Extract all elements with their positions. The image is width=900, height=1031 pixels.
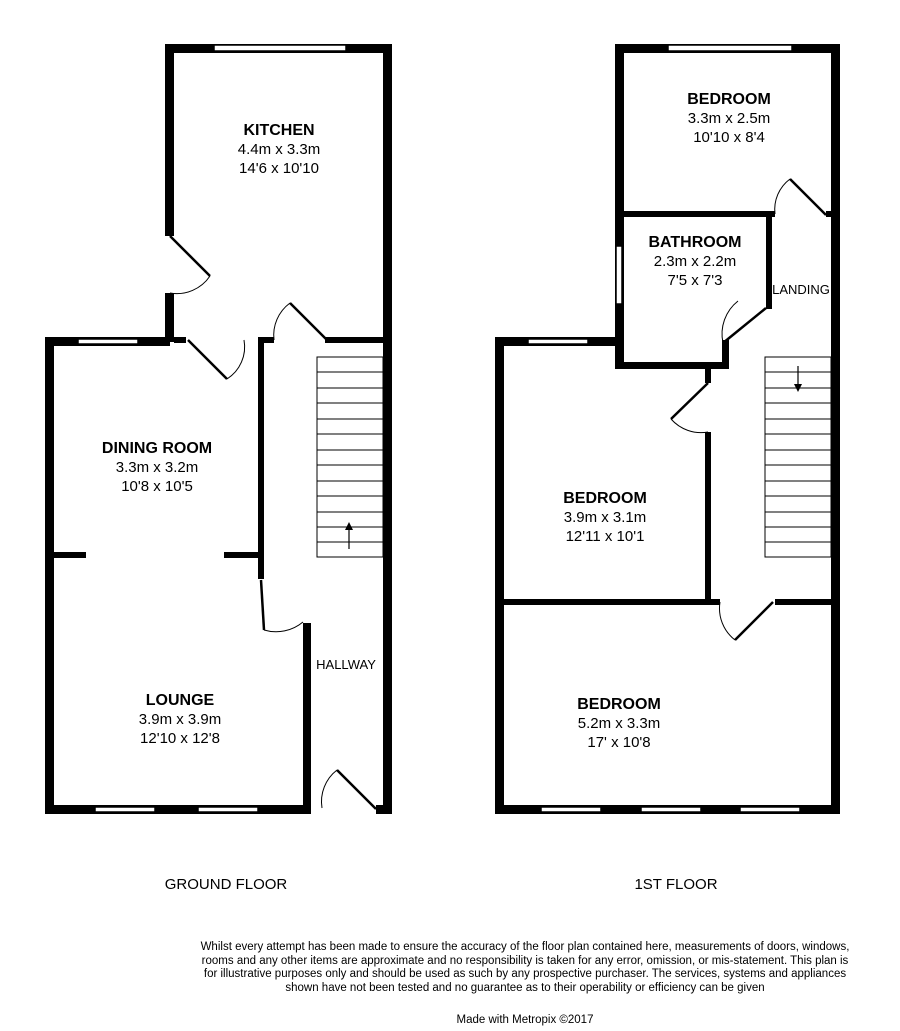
door-swing bbox=[671, 419, 708, 433]
hallway-label: HALLWAY bbox=[316, 657, 376, 672]
lounge-metric: 3.9m x 3.9m bbox=[138, 711, 222, 728]
door-swing bbox=[719, 602, 735, 640]
wall bbox=[376, 805, 392, 814]
bedroom-bottom-name: BEDROOM bbox=[577, 696, 661, 713]
wall bbox=[45, 805, 310, 814]
door bbox=[337, 770, 376, 809]
lounge-imperial: 12'10 x 12'8 bbox=[140, 730, 220, 747]
wall bbox=[615, 44, 624, 216]
wall bbox=[705, 432, 711, 605]
wall bbox=[165, 293, 174, 342]
bedroom-top-metric: 3.3m x 2.5m bbox=[687, 110, 771, 127]
kitchen-metric: 4.4m x 3.3m bbox=[237, 141, 321, 158]
wall bbox=[495, 337, 504, 814]
wall bbox=[303, 623, 311, 814]
bedroom-top-imperial: 10'10 x 8'4 bbox=[693, 129, 765, 146]
wall bbox=[45, 337, 54, 814]
bedroom-top-name: BEDROOM bbox=[687, 91, 771, 108]
disclaimer-text: Whilst every attempt has been made to ensure the accuracy of the floor plan contained here, measurements of doors, windows, rooms and any other items are approximate and no responsibility is taken for any error, omission, or mis-statement. This plan is for illustrative purposes only and should be used as such by any prospective purchaser. The services, systems and appliances shown have not been tested and no guarantee as to their operability or efficiency can be given bbox=[200, 941, 850, 994]
wall bbox=[705, 369, 711, 383]
wall bbox=[224, 552, 264, 558]
ground-floor-label: GROUND FLOOR bbox=[164, 876, 288, 893]
door-swing bbox=[227, 340, 245, 379]
window bbox=[528, 339, 588, 344]
dining-room-name: DINING ROOM bbox=[101, 440, 213, 457]
kitchen-imperial: 14'6 x 10'10 bbox=[239, 160, 319, 177]
door-swing bbox=[170, 276, 210, 294]
wall bbox=[174, 337, 186, 343]
wall bbox=[383, 44, 392, 814]
window bbox=[95, 807, 155, 812]
wall bbox=[495, 599, 720, 605]
bedroom-mid-imperial: 12'11 x 10'1 bbox=[565, 528, 645, 545]
wall bbox=[826, 211, 836, 217]
door bbox=[735, 602, 773, 640]
wall bbox=[766, 211, 772, 309]
window bbox=[198, 807, 258, 812]
wall bbox=[722, 340, 729, 369]
metropix-credit: Made with Metropix ©2017 bbox=[456, 1014, 594, 1026]
bedroom-bottom-metric: 5.2m x 3.3m bbox=[577, 715, 661, 732]
bathroom-imperial: 7'5 x 7'3 bbox=[667, 272, 723, 289]
window bbox=[78, 339, 138, 344]
bedroom-mid-name: BEDROOM bbox=[563, 490, 647, 507]
landing-label: LANDING bbox=[772, 282, 830, 297]
door-swing bbox=[264, 622, 303, 632]
wall bbox=[775, 599, 840, 605]
door-swing bbox=[775, 179, 790, 214]
wall bbox=[831, 44, 840, 814]
wall bbox=[165, 44, 174, 236]
staircase bbox=[765, 357, 831, 557]
window bbox=[668, 45, 792, 51]
bathroom-metric: 2.3m x 2.2m bbox=[653, 253, 737, 270]
door bbox=[188, 340, 227, 379]
wall bbox=[325, 337, 392, 343]
dining-room-metric: 3.3m x 3.2m bbox=[115, 459, 199, 476]
bedroom-mid-metric: 3.9m x 3.1m bbox=[563, 509, 647, 526]
window bbox=[214, 45, 346, 51]
door-swing bbox=[321, 770, 337, 808]
window bbox=[541, 807, 601, 812]
dining-room-imperial: 10'8 x 10'5 bbox=[121, 478, 193, 495]
kitchen-name: KITCHEN bbox=[243, 122, 315, 139]
door bbox=[290, 303, 326, 339]
staircase bbox=[317, 357, 383, 557]
bedroom-bottom-imperial: 17' x 10'8 bbox=[587, 734, 651, 751]
window bbox=[641, 807, 701, 812]
ground-floor-plan bbox=[45, 44, 392, 893]
wall bbox=[615, 211, 775, 217]
door bbox=[261, 580, 264, 630]
door bbox=[170, 236, 210, 276]
window bbox=[740, 807, 800, 812]
bathroom-name: BATHROOM bbox=[648, 234, 742, 251]
first-floor-plan bbox=[495, 44, 840, 893]
door bbox=[790, 179, 826, 215]
wall bbox=[258, 337, 264, 579]
window bbox=[616, 246, 622, 304]
lounge-name: LOUNGE bbox=[145, 692, 215, 709]
door bbox=[671, 383, 708, 419]
wall bbox=[615, 362, 729, 369]
door bbox=[723, 308, 766, 343]
wall bbox=[45, 552, 86, 558]
door-swing bbox=[274, 303, 290, 340]
first-floor-label: 1ST FLOOR bbox=[634, 876, 718, 893]
